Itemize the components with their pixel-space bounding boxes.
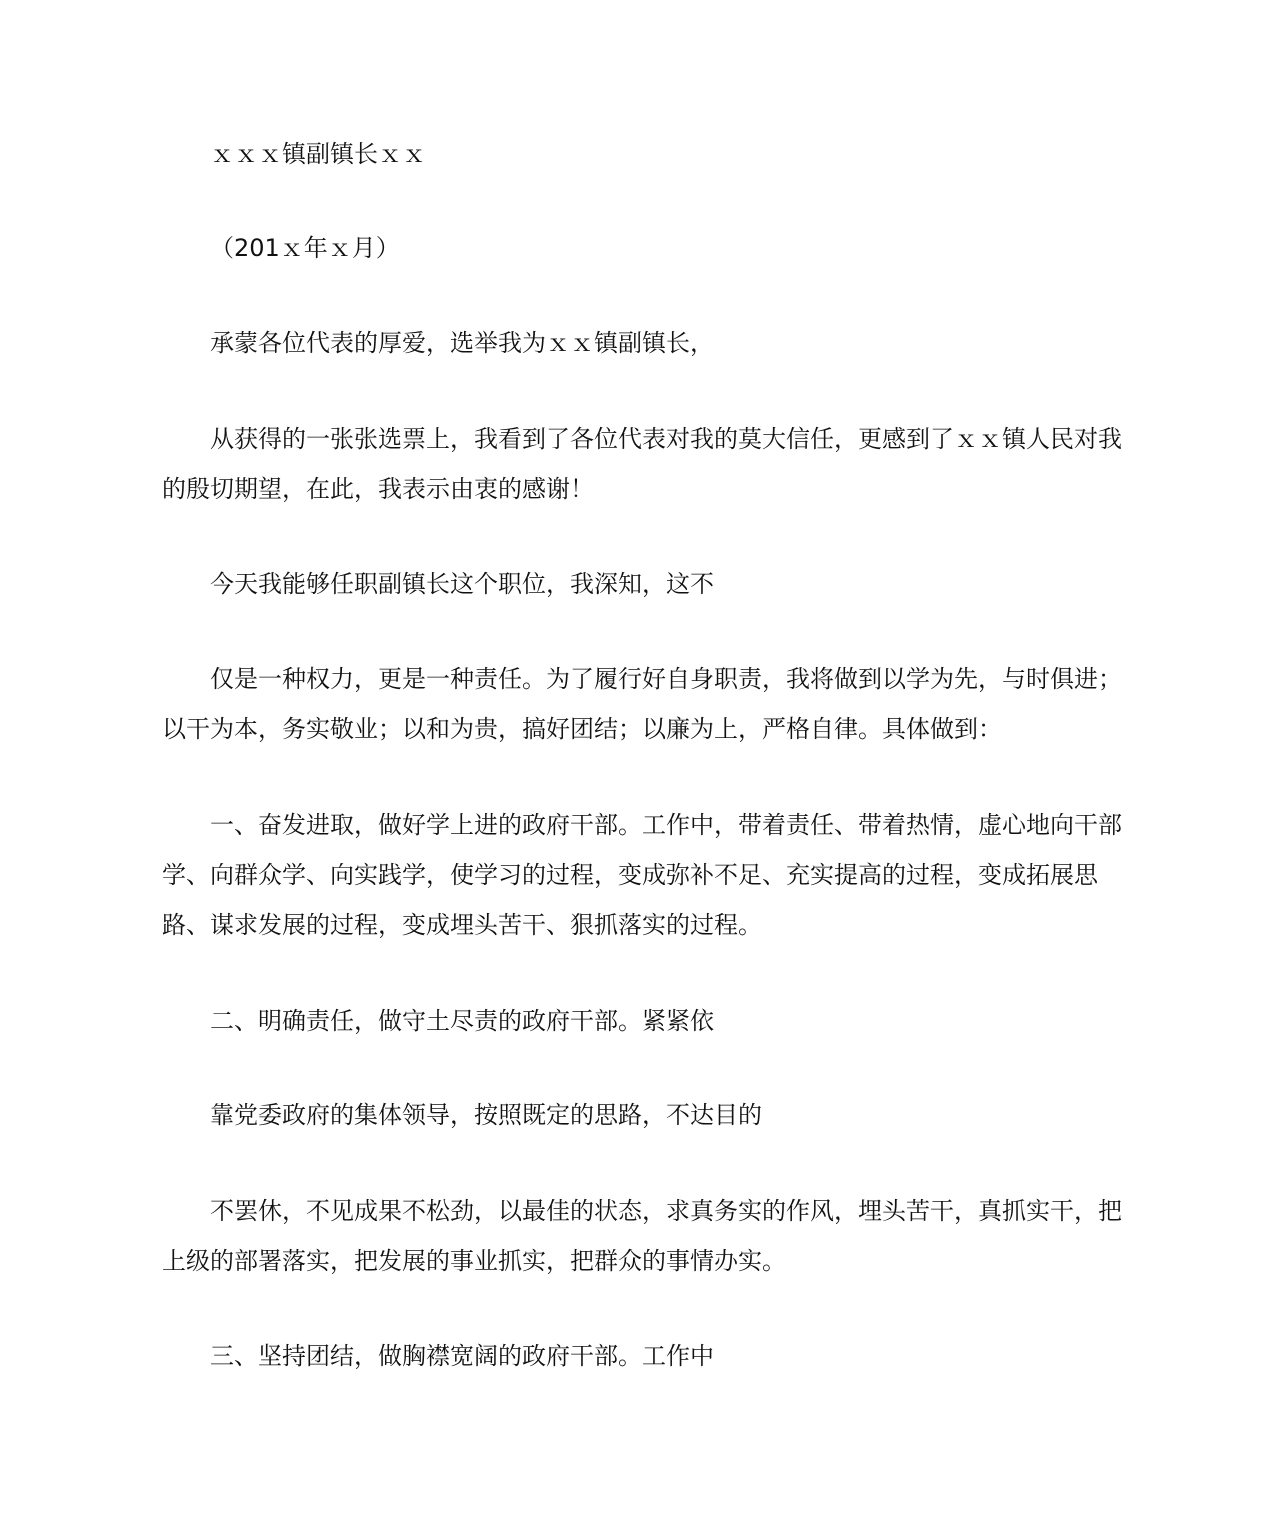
paragraph-6: 二、明确责任，做守土尽责的政府干部。紧紧依 xyxy=(210,1007,714,1035)
paragraph-5: 一、奋发进取，做好学上进的政府干部。工作中，带着责任、带着热情，虚心地向干部学、向群众学、向实践学，使学习的过程，变成弥补不足、充实提高的过程，变成拓展思路、谋求发展的过程，变成埋头苦干、狠抓落实的过程。 xyxy=(162,811,1122,939)
paragraph-2: 从获得的一张张选票上，我看到了各位代表对我的莫大信任，更感到了ｘｘ镇人民对我的殷切期望，在此，我表示由衷的感谢！ xyxy=(162,425,1122,503)
paragraph-8: 不罢休，不见成果不松劲，以最佳的状态，求真务实的作风，埋头苦干，真抓实干，把上级的部署落实，把发展的事业抓实，把群众的事情办实。 xyxy=(162,1197,1122,1275)
paragraph-3: 今天我能够任职副镇长这个职位，我深知，这不 xyxy=(210,570,714,598)
paragraph-1: 承蒙各位代表的厚爱，选举我为ｘｘ镇副镇长， xyxy=(210,329,714,357)
paragraph-4: 仅是一种权力，更是一种责任。为了履行好自身职责，我将做到以学为先，与时俱进；以干为本，务实敬业；以和为贵，搞好团结；以廉为上，严格自律。具体做到： xyxy=(162,665,1122,743)
paragraph-9: 三、坚持团结，做胸襟宽阔的政府干部。工作中 xyxy=(210,1342,714,1370)
date-line: （201ｘ年ｘ月） xyxy=(210,234,400,262)
paragraph-7: 靠党委政府的集体领导，按照既定的思路，不达目的 xyxy=(210,1101,762,1129)
header-line: ｘｘｘ镇副镇长ｘｘ xyxy=(210,140,426,168)
